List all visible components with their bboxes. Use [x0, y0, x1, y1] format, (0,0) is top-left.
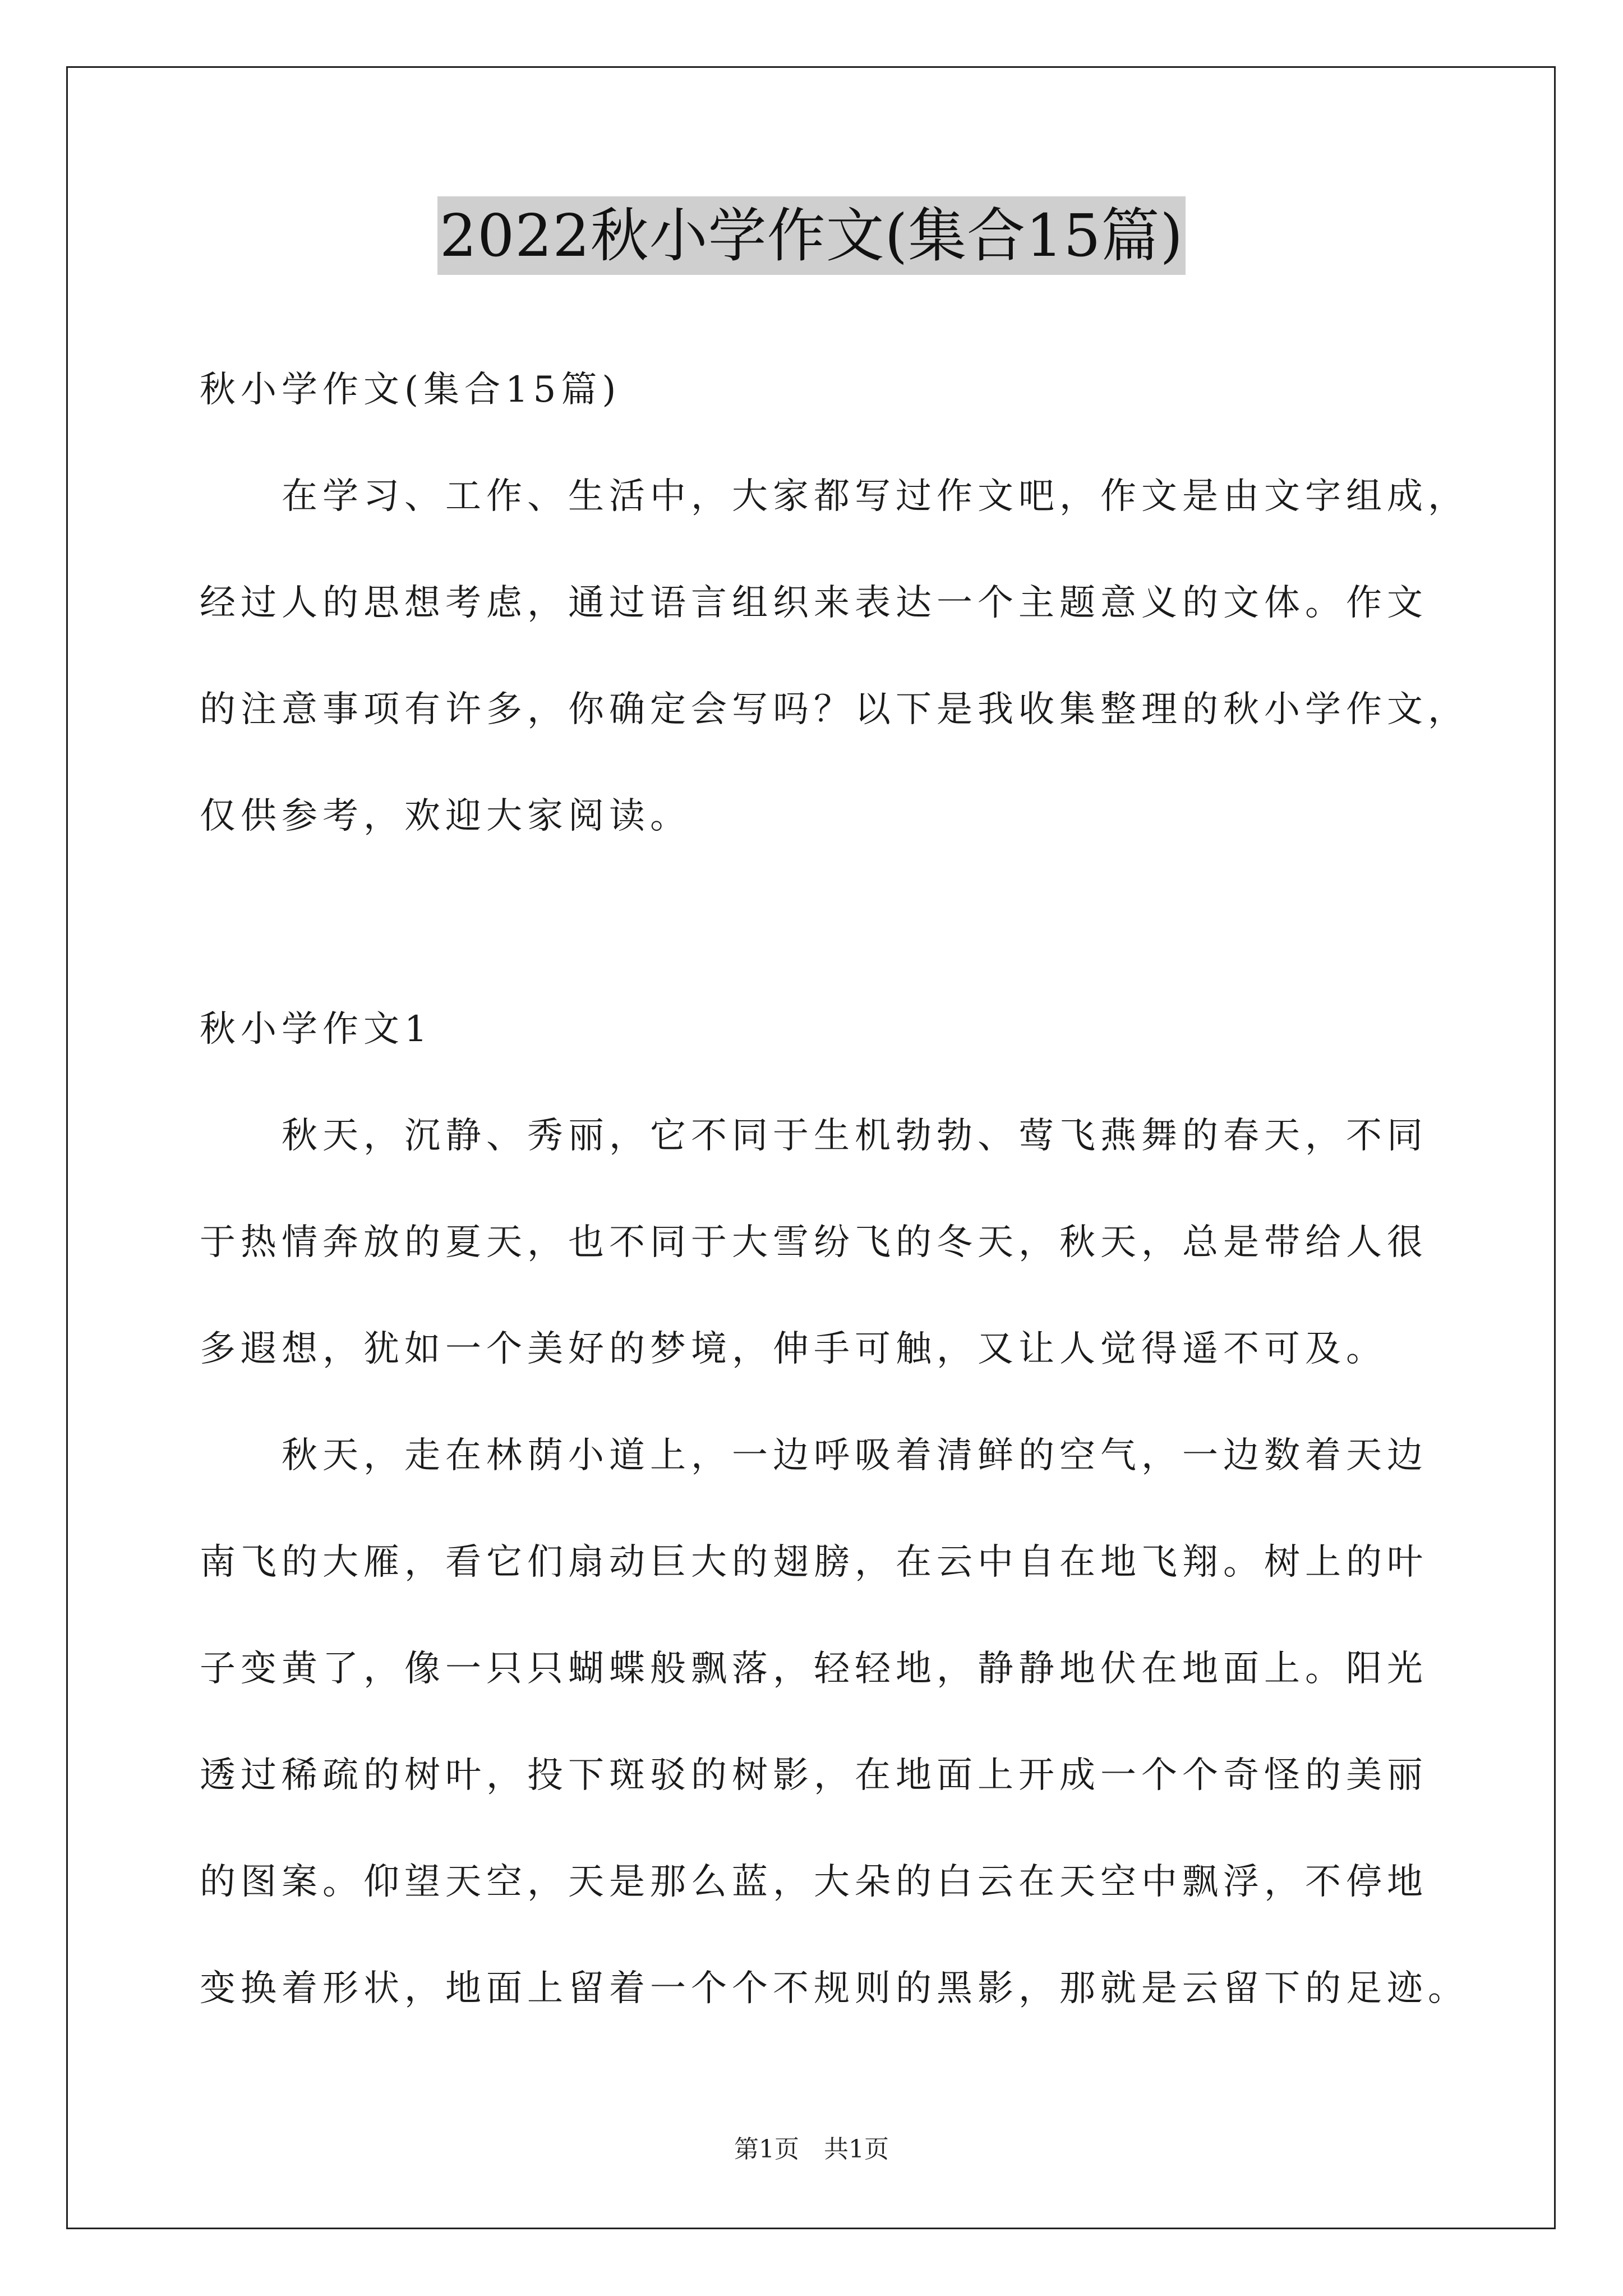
paragraph-line: 多遐想，犹如一个美好的梦境，伸手可触，又让人觉得遥不可及。 [200, 1328, 1387, 1370]
intro-line: 在学习、工作、生活中，大家都写过作文吧，作文是由文字组成， [282, 476, 1469, 517]
paragraph-line: 于热情奔放的夏天，也不同于大雪纷飞的冬天，秋天，总是带给人很 [200, 1222, 1428, 1263]
paragraph-line: 的图案。仰望天空，天是那么蓝，大朵的白云在天空中飘浮，不停地 [200, 1861, 1428, 1903]
page-number: 第1页 [734, 2135, 799, 2164]
page-total: 共1页 [824, 2135, 889, 2164]
spacer [200, 869, 1433, 976]
paragraph-line: 子变黄了，像一只只蝴蝶般飘落，轻轻地，静静地伏在地面上。阳光 [200, 1648, 1428, 1690]
document-body [200, 337, 1469, 2042]
page-footer [0, 2129, 1623, 2165]
paragraph-line: 秋天，走在林荫小道上，一边呼吸着清鲜的空气，一边数着天边 [282, 1435, 1428, 1476]
paragraph-line: 变换着形状，地面上留着一个个不规则的黑影，那就是云留下的足迹。 [200, 1968, 1469, 2009]
intro-line: 仅供参考，欢迎大家阅读。 [200, 795, 691, 837]
intro-line: 经过人的思想考虑，通过语言组织来表达一个主题意义的文体。作文 [200, 582, 1428, 624]
paragraph-line: 透过稀疏的树叶，投下斑驳的树影，在地面上开成一个个奇怪的美丽 [200, 1755, 1428, 1796]
title-block [0, 196, 1623, 275]
subtitle: 秋小学作文(集合15篇) [200, 369, 621, 411]
document-title: 2022秋小学作文(集合15篇) [437, 196, 1186, 275]
paragraph-line: 南飞的大雁，看它们扇动巨大的翅膀，在云中自在地飞翔。树上的叶 [200, 1542, 1428, 1583]
paragraph-line: 秋天，沉静、秀丽，它不同于生机勃勃、莺飞燕舞的春天，不同 [282, 1115, 1428, 1157]
section-heading: 秋小学作文1 [200, 1009, 432, 1050]
intro-line: 的注意事项有许多，你确定会写吗？以下是我收集整理的秋小学作文， [200, 689, 1469, 730]
